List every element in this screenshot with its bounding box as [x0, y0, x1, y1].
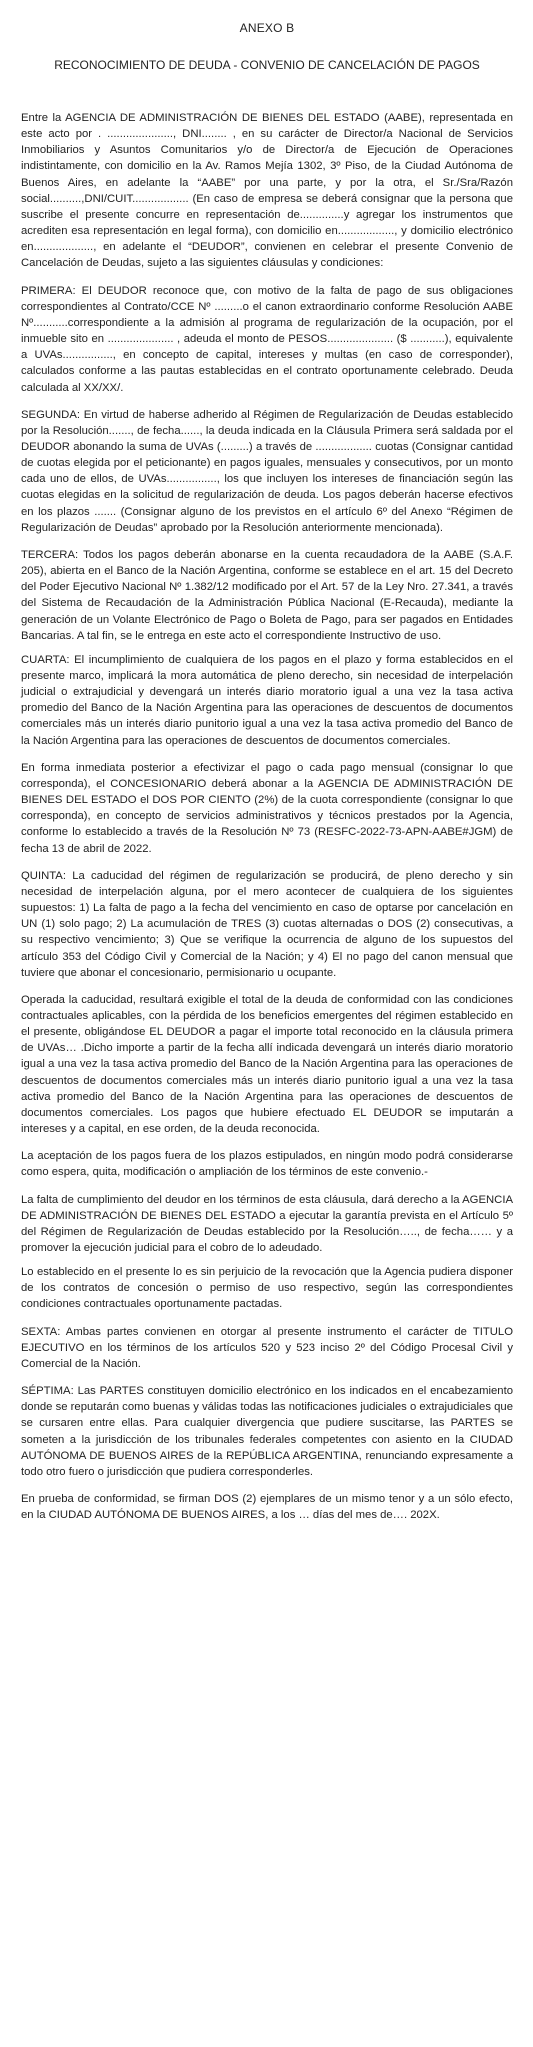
clause-primera: PRIMERA: El DEUDOR reconoce que, con motivo de la falta de pago de sus obligaciones correspondientes al Contrato/CCE Nº .........o el canon extraordinario conforme Resolución AABE Nº...........correspondiente a la admisión al programa de regularización de la ocupación, por el inmueble sito en ..................... , adeuda el monto de PESOS..................... ($ ...........), equivalente a UVAs................, en concepto de capital, intereses y multas (en caso de corresponder), calculados conforme a las pautas establecidas en el contrato oportunamente celebrado. Deuda calculada al XX/XX/.	[21, 284, 513, 394]
clause-segunda: SEGUNDA: En virtud de haberse adherido al Régimen de Regularización de Deudas establecido por la Resolución......., de fecha......, la deuda indicada en la Cláusula Primera será saldada por el DEUDOR abonando la suma de UVAs (.........) a través de .................. cuotas (Consignar cantidad de cuotas elegida por el peticionante) en pagos iguales, mensuales y consecutivos, por un monto cada uno de ellos, de UVAs................, los que incluyen los intereses de financiación según las cuotas elegidas en la solicitud de regularización de deuda. Los pagos deberán hacerse efectivos en los plazos ....... (Consignar alguno de los previstos en el artículo 6º del Anexo “Régimen de Regularización de Deudas” aprobado por la Resolución anteriormente mencionada).	[21, 408, 513, 534]
clause-sexta: SEXTA: Ambas partes convienen en otorgar al presente instrumento el carácter de TITULO EJECUTIVO en los términos de los artículos 520 y 523 inciso 2º del Código Procesal Civil y Comercial de la Nación.	[21, 1325, 513, 1370]
annex-label: ANEXO B	[239, 21, 295, 35]
parties-paragraph: Entre la AGENCIA DE ADMINISTRACIÓN DE BIENES DEL ESTADO (AABE), representada en este acto por . ....................., DNI........ , en su carácter de Director/a Nacional de Servicios Inmobiliarios y Asuntos Comunitarios y/o de Director/a de Ejecución de Operaciones indistintamente, con domicilio en la Av. Ramos Mejía 1302, 3º Piso, de la Ciudad Autónoma de Buenos Aires, en adelante la “AABE” por una parte, y por la otra, el Sr./Sra/Razón social..........,DNI/CUIT.................. (En caso de empresa se deberá consignar que la persona que suscribe el presente concurre en representación de..............y agregar los instrumentos que acrediten esa representación en legal forma), con domicilio en.................., y domicilio electrónico en..................., en adelante el “DEUDOR”, convienen en celebrar el presente Convenio de Cancelación de Deudas, sujeto a las siguientes cláusulas y condiciones:	[21, 112, 513, 270]
clause-cuarta-fee-paragraph: En forma inmediata posterior a efectivizar el pago o cada pago mensual (consignar lo que corresponda), el CONCESIONARIO deberá abonar a la AGENCIA DE ADMINISTRACIÓN DE BIENES DEL ESTADO el DOS POR CIENTO (2%) de la cuota correspondiente (consignar lo que corresponda), en concepto de servicios administrativos y técnicos prestados por la Agencia, conforme lo establecido a través de la Resolución Nº 73 (RESFC-2022-73-APN-AABE#JGM) de fecha 13 de abril de 2022.	[21, 761, 513, 855]
clause-quinta-late-payments-paragraph: La aceptación de los pagos fuera de los plazos estipulados, en ningún modo podrá considerarse como espera, quita, modificación o ampliación de los términos de este convenio.-	[21, 1150, 513, 1179]
clause-cuarta: CUARTA: El incumplimiento de cualquiera de los pagos en el plazo y forma establecidos en el presente marco, implicará la mora automática de pleno derecho, sin necesidad de interpelación judicial o extrajudicial y devengará un interés diario moratorio igual a una vez la tasa activa promedio del Banco de la Nación Argentina para las operaciones de descuentos de documentos comerciales más un interés diario punitorio igual a una vez la tasa activa promedio del Banco de la Nación Argentina para las operaciones de descuentos de documentos comerciales.	[21, 653, 513, 747]
clause-septima: SÉPTIMA: Las PARTES constituyen domicilio electrónico en los indicados en el encabezamiento donde se reputarán como buenas y válidas todas las notificaciones judiciales o extrajudiciales que se cursaren entre ellas. Para cualquier divergencia que pudiere suscitarse, las PARTES se someten a la jurisdicción de los tribunales federales competentes con asiento en la CIUDAD AUTÓNOMA DE BUENOS AIRES de la REPÚBLICA ARGENTINA, renunciando expresamente a todo otro fuero o jurisdicción que pudiera corresponderles.	[21, 1385, 513, 1478]
clause-quinta-revocation-paragraph: Lo establecido en el presente lo es sin perjuicio de la revocación que la Agencia pudiera disponer de los contratos de concesión o permiso de uso respectivo, según las correspondientes condiciones contractuales oportunamente pactadas.	[21, 1266, 513, 1311]
clause-quinta-caducity-paragraph: Operada la caducidad, resultará exigible el total de la deuda de conformidad con las condiciones contractuales aplicables, con la pérdida de los beneficios emergentes del régimen establecido en el presente, obligándose EL DEUDOR a pagar el importe total reconocido en la cláusula primera de UVAs… .Dicho importe a partir de la fecha allí indicada devengará un interés diario moratorio igual a una vez la tasa activa promedio del Banco de la Nación Argentina para las operaciones de descuentos de documentos comerciales más un interés diario punitorio igual a una vez la tasa activa promedio del Banco de la Nación Argentina para las operaciones de descuentos de documentos comerciales. Los pagos que hubiere efectuado EL DEUDOR se imputarán a intereses y a capital, en ese orden, de la deuda reconocida.	[21, 993, 513, 1136]
closing-paragraph: En prueba de conformidad, se firman DOS (2) ejemplares de un mismo tenor y a un sólo efecto, en la CIUDAD AUTÓNOMA DE BUENOS AIRES, a los … días del mes de…. 202X.	[21, 1493, 513, 1522]
clause-tercera: TERCERA: Todos los pagos deberán abonarse en la cuenta recaudadora de la AABE (S.A.F. 205), abierta en el Banco de la Nación Argentina, conforme se establece en el art. 15 del Decreto del Poder Ejecutivo Nacional Nº 1.382/12 modificado por el Art. 57 de la Ley Nro. 27.341, a través del Sistema de Recaudación de la Administración Pública Nacional (E-Recauda), mediante la generación de un Volante Electrónico de Pago o Boleta de Pago, para ser pagados en Entidades Bancarias. A tal fin, se le entrega en este acto el correspondiente Instructivo de uso.	[21, 548, 513, 642]
clause-quinta: QUINTA: La caducidad del régimen de regularización se producirá, de pleno derecho y sin necesidad de interpelación alguna, por el mero acontecer de cualquiera de los siguientes supuestos: 1) La falta de pago a la fecha del vencimiento en caso de optarse por cancelación en UN (1) solo pago; 2) La acumulación de TRES (3) cuotas alternadas o DOS (2) consecutivas, a su respectivo vencimiento; 3) Que se verifique la ocurrencia de alguno de los supuestos del artículo 353 del Código Civil y Comercial de la Nación; y 4) El no pago del canon mensual que tuviere que abonar el concesionario, permisionario u ocupante.	[21, 869, 513, 979]
document-title: RECONOCIMIENTO DE DEUDA - CONVENIO DE CANCELACIÓN DE PAGOS	[54, 58, 480, 72]
clause-quinta-guarantee-paragraph: La falta de cumplimiento del deudor en los términos de esta cláusula, dará derecho a la AGENCIA DE ADMINISTRACIÓN DE BIENES DEL ESTADO a ejecutar la garantía prevista en el Artículo 5º del Régimen de Regularización de Deudas establecido por la Resolución….., de fecha…… y a promover la ejecución judicial para el cobro de lo adeudado.	[21, 1193, 513, 1254]
